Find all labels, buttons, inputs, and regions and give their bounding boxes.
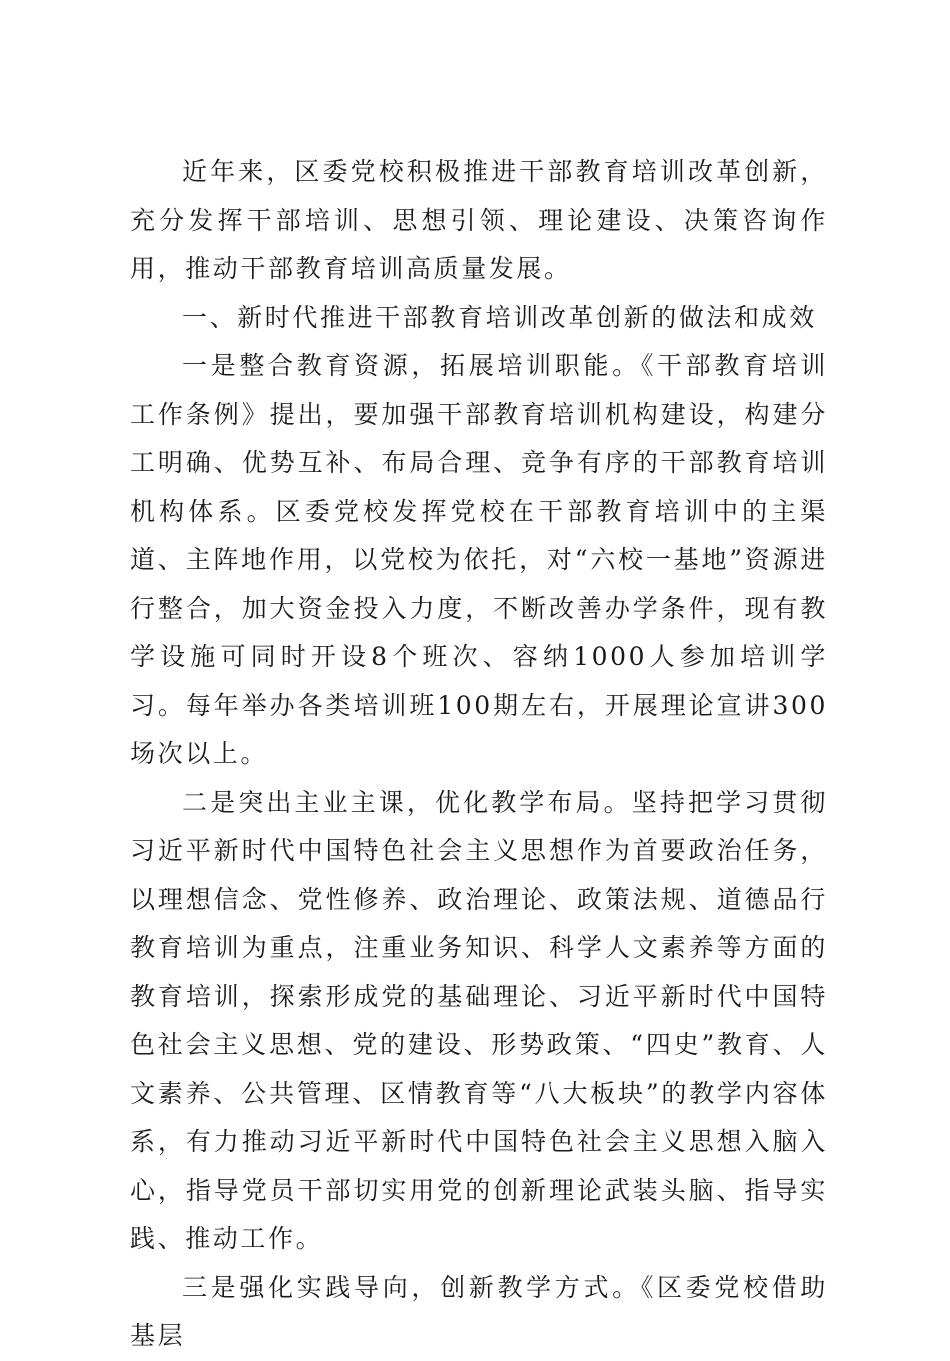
section-heading: 一、新时代推进干部教育培训改革创新的做法和成效 — [182, 302, 817, 332]
paragraph-optimize-teaching: 二是突出主业主课，优化教学布局。坚持把学习贯彻习近平新时代中国特色社会主义思想作为首要政治任务，以理想信念、党性修养、政治理论、政策法规、道德品行教育培训为重点，注重业务知识、科学人文素养等方面的教育培训，探索形成党的基础理论、习近平新时代中国特色社会主义思想、党的建设、形势政策、“四史”教育、人文素养、公共管理、区情教育等“八大板块”的教学内容体系，有力推动习近平新时代中国特色社会主义思想入脑入心，指导党员干部切实用党的创新理论武装头脑、指导实践、推动工作。 — [130, 787, 828, 1253]
paragraph-integrate-resources: 一是整合教育资源，拓展培训职能。《干部教育培训工作条例》提出，要加强干部教育培训机构建设，构建分工明确、优势互补、布局合理、竞争有序的干部教育培训机构体系。区委党校发挥党校在干部教育培训中的主渠道、主阵地作用，以党校为依托，对“六校一基地”资源进行整合，加大资金投入力度，不断改善办学条件，现有教学设施可同时开设8个班次、容纳1000人参加培训学习。每年举办各类培训班100期左右，开展理论宣讲300场次以上。 — [130, 351, 828, 768]
paragraph-practice-orientation: 三是强化实践导向，创新教学方式。《区委党校借助基层 — [130, 1272, 828, 1350]
document-body — [130, 148, 828, 1361]
intro-paragraph: 近年来，区委党校积极推进干部教育培训改革创新，充分发挥干部培训、思想引领、理论建设、决策咨询作用，推动干部教育培训高质量发展。 — [130, 157, 828, 283]
